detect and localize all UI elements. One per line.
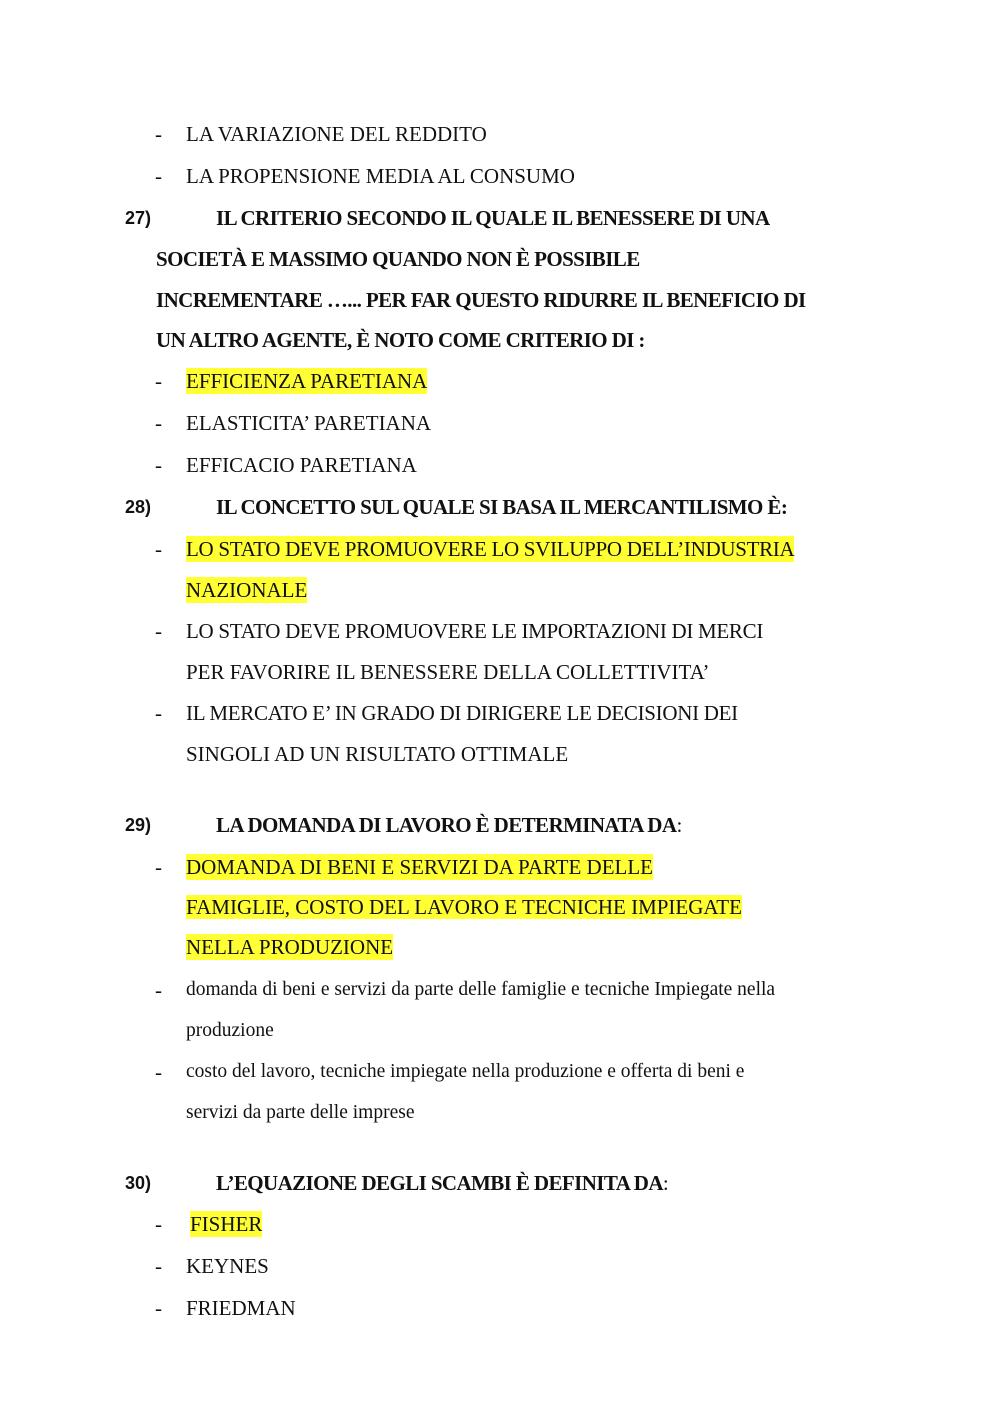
option-text: domanda di beni e servizi da parte delle famiglie e tecniche Impiegate nella — [186, 979, 776, 1000]
option-text: PER FAVORIRE IL BENESSERE DELLA COLLETTIVITA’ — [186, 660, 710, 684]
option-text: LA VARIAZIONE DEL REDDITO — [186, 122, 487, 146]
bullet-dash: - — [155, 978, 162, 1002]
option-text: LA PROPENSIONE MEDIA AL CONSUMO — [186, 164, 575, 188]
bullet-dash: - — [155, 164, 162, 188]
question-number-29: 29) — [125, 815, 152, 835]
bullet-dash: - — [155, 537, 162, 561]
option-text: servizi da parte delle imprese — [186, 1102, 415, 1123]
question-27-text-line: INCREMENTARE …... PER FAR QUESTO RIDURRE IL BENEFICIO DI — [156, 288, 806, 312]
question-27-text-line: IL CRITERIO SECONDO IL QUALE IL BENESSERE DI UNA — [216, 206, 770, 230]
bullet-dash: - — [155, 1060, 162, 1084]
option-text: produzione — [186, 1020, 274, 1041]
correct-answer-highlight: DOMANDA DI BENI E SERVIZI DA PARTE DELLE — [186, 855, 654, 879]
option-text: IL MERCATO E’ IN GRADO DI DIRIGERE LE DECISIONI DEI — [186, 701, 738, 725]
bullet-dash: - — [155, 1212, 162, 1236]
correct-answer-highlight: NELLA PRODUZIONE — [186, 935, 394, 959]
question-29-text — [216, 812, 682, 838]
bullet-dash: - — [155, 122, 162, 146]
question-29-colon: : — [676, 813, 683, 837]
correct-answer-highlight: FISHER — [190, 1212, 263, 1236]
option-text — [186, 894, 742, 920]
question-27-text-line: SOCIETÀ E MASSIMO QUANDO NON È POSSIBILE — [156, 247, 640, 271]
bullet-dash: - — [155, 1296, 162, 1320]
correct-answer-highlight: EFFICIENZA PARETIANA — [186, 369, 428, 393]
option-text: LO STATO DEVE PROMUOVERE LE IMPORTAZIONI DI MERCI — [186, 619, 764, 643]
question-29-label: LA DOMANDA DI LAVORO È DETERMINATA DA — [216, 813, 677, 837]
question-30-text — [216, 1170, 669, 1196]
bullet-dash: - — [155, 701, 162, 725]
question-28-text: IL CONCETTO SUL QUALE SI BASA IL MERCANTILISMO È: — [216, 495, 788, 519]
question-number-28: 28) — [125, 497, 152, 517]
correct-answer-highlight: LAVORO E TECNICHE IMPIEGATE — [414, 895, 742, 919]
option-text: SINGOLI AD UN RISULTATO OTTIMALE — [186, 742, 569, 766]
option-text: ELASTICITA’ PARETIANA — [186, 411, 432, 435]
question-30-label: L’EQUAZIONE DEGLI SCAMBI È DEFINITA DA — [216, 1171, 663, 1195]
question-30-colon: : — [662, 1171, 669, 1195]
correct-answer-highlight: NAZIONALE — [186, 578, 308, 602]
correct-answer-highlight: LO STATO DEVE PROMUOVERE LO SVILUPPO DELL’INDUSTRIA — [186, 537, 795, 561]
question-number-30: 30) — [125, 1173, 152, 1193]
bullet-dash: - — [155, 855, 162, 879]
option-text: costo del lavoro, tecniche impiegate nella produzione e offerta di beni e — [186, 1061, 745, 1082]
bullet-dash: - — [155, 619, 162, 643]
correct-answer-highlight: FAMIGLIE, COSTO DEL — [186, 895, 415, 919]
bullet-dash: - — [155, 1254, 162, 1278]
bullet-dash: - — [155, 369, 162, 393]
bullet-dash: - — [155, 453, 162, 477]
question-number-27: 27) — [125, 208, 152, 228]
option-text: KEYNES — [186, 1254, 269, 1278]
bullet-dash: - — [155, 411, 162, 435]
option-text: EFFICACIO PARETIANA — [186, 453, 417, 477]
option-text: FRIEDMAN — [186, 1296, 296, 1320]
question-27-text-line: UN ALTRO AGENTE, È NOTO COME CRITERIO DI : — [156, 328, 645, 352]
